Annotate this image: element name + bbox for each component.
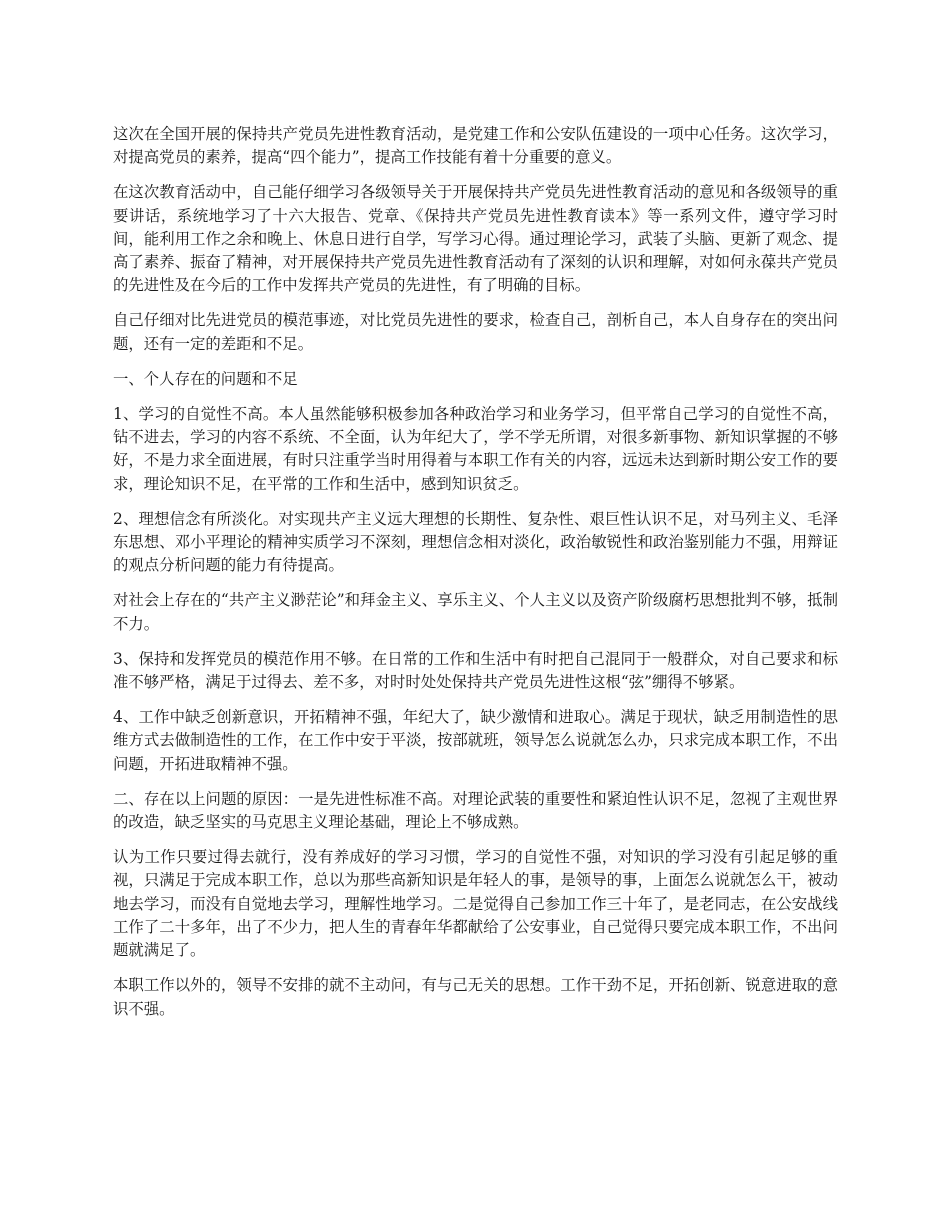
paragraph-problem-2-cont: 对社会上存在的“共产主义渺茫论”和拜金主义、享乐主义、个人主义以及资产阶级腐朽思想批判不够，抵制不力。 [113, 591, 838, 633]
paragraph-problem-2: 2、理想信念有所淡化。对实现共产主义远大理想的长期性、复杂性、艰巨性认识不足，对马列主义、毛泽东思想、邓小平理论的精神实质学习不深刻，理想信念相对淡化，政治敏锐性和政治鉴别能力不强，用辩证的观点分析问题的能力有待提高。 [113, 509, 838, 575]
document-page [113, 123, 838, 1033]
paragraph-problem-3: 3、保持和发挥党员的模范作用不够。在日常的工作和生活中有时把自己混同于一般群众，对自己要求和标准不够严格，满足于过得去、差不多，对时时处处保持共产党员先进性这根“弦”绷得不够紧。 [113, 649, 838, 692]
paragraph-self-examination: 自己仔细对比先进党员的模范事迹，对比党员先进性的要求，检查自己，剖析自己，本人自身存在的突出问题，还有一定的差距和不足。 [113, 311, 838, 353]
paragraph-intro: 这次在全国开展的保持共产党员先进性教育活动，是党建工作和公安队伍建设的一项中心任务。这次学习，对提高党员的素养，提高“四个能力”，提高工作技能有着十分重要的意义。 [113, 125, 838, 167]
paragraph-problem-4: 4、工作中缺乏创新意识，开拓精神不强，年纪大了，缺少激情和进取心。满足于现状，缺乏用制造性的思维方式去做制造性的工作，在工作中安于平淡，按部就班，领导怎么说就怎么办，只求完成本职工作，不出问题，开拓进取精神不强。 [113, 708, 838, 773]
section-heading-problems: 一、个人存在的问题和不足 [113, 369, 298, 388]
paragraph-problem-1: 1、学习的自觉性不高。本人虽然能够积极参加各种政治学习和业务学习，但平常自己学习的自觉性不高，钻不进去，学习的内容不系统、不全面，认为年纪大了，学不学无所谓，对很多新事物、新知识掌握的不够好，不是力求全面进展，有时只注重学当时用得着与本职工作有关的内容，远远未达到新时期公安工作的要求，理论知识不足，在平常的工作和生活中，感到知识贫乏。 [113, 405, 838, 493]
paragraph-study-activities: 在这次教育活动中，自己能仔细学习各级领导关于开展保持共产党员先进性教育活动的意见和各级领导的重要讲话，系统地学习了十六大报告、党章、《保持共产党员先进性教育读本》等一系列文件，遵守学习时间，能利用工作之余和晚上、休息日进行自学，写学习心得。通过理论学习，武装了头脑、更新了观念、提高了素养、振奋了精神，对开展保持共产党员先进性教育活动有了深刻的认识和理解，对如何永葆共产党员的先进性及在今后的工作中发挥共产党员的先进性，有了明确的目标。 [113, 183, 838, 295]
paragraph-closing: 本职工作以外的，领导不安排的就不主动问，有与己无关的思想。工作干劲不足，开拓创新、锐意进取的意识不强。 [113, 976, 838, 1018]
section-heading-causes: 二、存在以上问题的原因：一是先进性标准不高。对理论武装的重要性和紧迫性认识不足，忽视了主观世界的改造，缺乏坚实的马克思主义理论基础，理论上不够成熟。 [113, 789, 838, 832]
paragraph-cause-detail: 认为工作只要过得去就行，没有养成好的学习习惯，学习的自觉性不强，对知识的学习没有引起足够的重视，只满足于完成本职工作，总以为那些高新知识是年轻人的事，是领导的事，上面怎么说就怎么干，被动地去学习，而没有自觉地去学习，理解性地学习。二是觉得自己参加工作三十年了，是老同志，在公安战线工作了二十多年，出了不少力，把人生的青春年华都献给了公安事业，自己觉得只要完成本职工作，不出问题就满足了。 [113, 848, 838, 960]
